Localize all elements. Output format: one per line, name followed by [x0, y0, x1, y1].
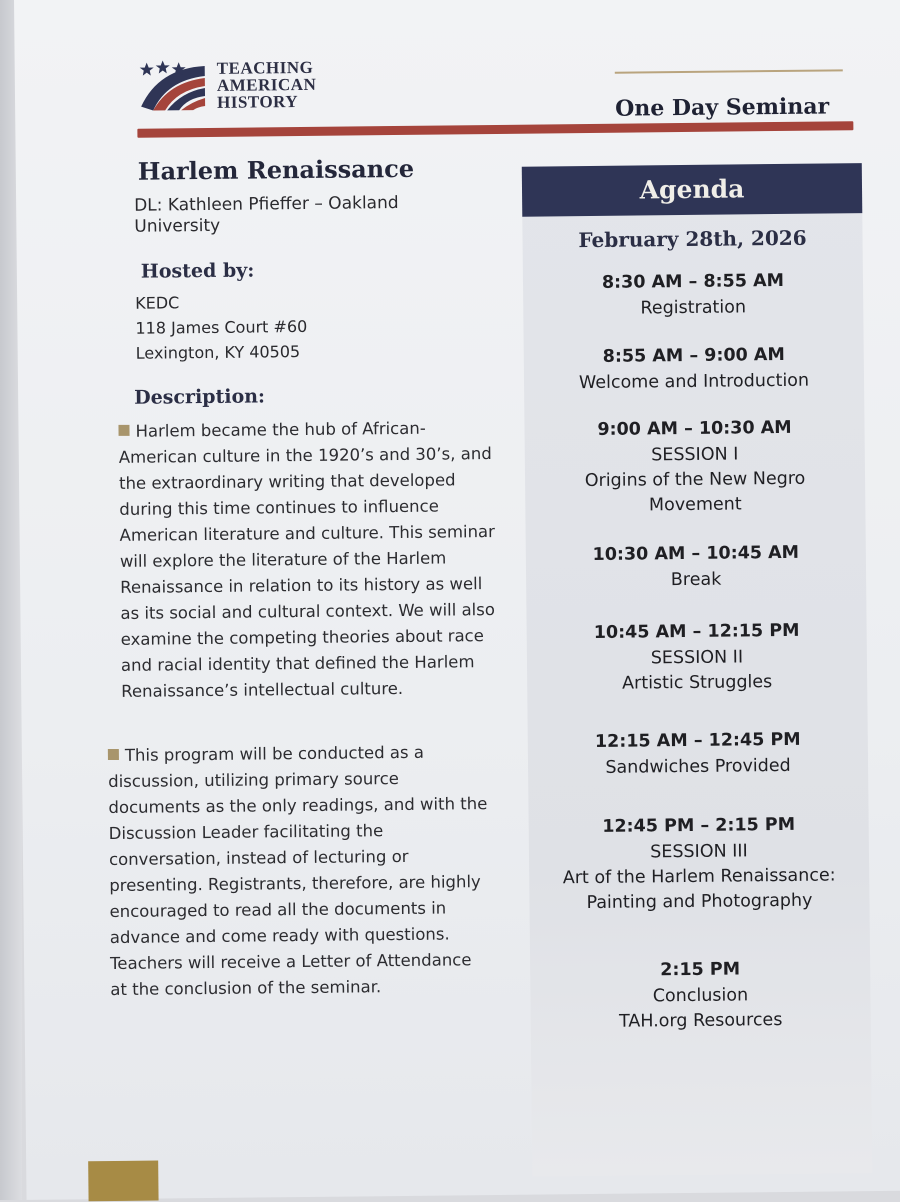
- agenda-item: [523, 267, 864, 323]
- agenda-item: [526, 539, 867, 595]
- agenda-item: [529, 811, 870, 917]
- host-name: KEDC: [135, 293, 180, 313]
- agenda-desc: Movement: [648, 494, 742, 516]
- agenda-item: [524, 341, 865, 397]
- square-bullet-icon: [118, 425, 129, 436]
- page-title: Harlem Renaissance: [137, 153, 415, 186]
- logo-line: TEACHING: [216, 57, 314, 78]
- agenda-time: 2:15 PM: [660, 959, 741, 981]
- host-address-line-1: 118 James Court #60: [135, 316, 308, 338]
- agenda-time: 10:45 AM – 12:15 PM: [593, 620, 800, 643]
- agenda-item: [528, 726, 869, 782]
- agenda-date: February 28th, 2026: [578, 225, 807, 253]
- agenda-desc: Artistic Struggles: [622, 672, 773, 694]
- agenda-item: [530, 955, 871, 1036]
- discussion-leader: DL: Kathleen Pfieffer – Oakland University: [134, 192, 399, 237]
- gold-corner-block: [88, 1161, 158, 1202]
- agenda-time: 8:30 AM – 8:55 AM: [601, 270, 785, 293]
- agenda-time: 8:55 AM – 9:00 AM: [602, 344, 785, 367]
- agenda-time: 10:30 AM – 10:45 AM: [592, 542, 800, 565]
- logo-text: [217, 58, 388, 111]
- agenda-item: [524, 414, 865, 520]
- description-paragraph: [118, 415, 501, 705]
- tah-logo: [139, 46, 380, 119]
- agenda-desc: SESSION I: [651, 444, 739, 466]
- header-divider: [137, 121, 853, 137]
- agenda-time: 12:15 AM – 12:45 PM: [594, 729, 801, 752]
- logo-line: AMERICAN: [216, 74, 317, 95]
- agenda-desc: Painting and Photography: [586, 890, 813, 914]
- agenda-desc: SESSION III: [650, 841, 748, 863]
- description-heading: Description:: [134, 385, 266, 409]
- flag-logo-icon: [139, 56, 210, 113]
- agenda-time: 9:00 AM – 10:30 AM: [597, 417, 792, 440]
- agenda-desc: Conclusion: [652, 985, 749, 1007]
- agenda-heading: Agenda: [522, 163, 863, 217]
- agenda-desc: TAH.org Resources: [618, 1010, 783, 1032]
- agenda-time: 12:45 PM – 2:15 PM: [602, 814, 796, 837]
- seminar-rule: [615, 69, 843, 73]
- square-bullet-icon: [108, 749, 119, 760]
- paragraph-text: This program will be conducted as a discussion, utilizing primary source documents as the only readings, and with the Discussion Leader facilitating the conversation, instead of lecturing or presenting. Registrants, therefore, are highly encouraged to read all the documents in advance and come ready with questions. Teachers will receive a Letter of Attendance at the conclusion of the seminar.: [108, 742, 488, 1000]
- seminar-title: One Day Seminar: [615, 93, 830, 122]
- agenda-desc: Sandwiches Provided: [605, 755, 791, 778]
- agenda-item: [527, 617, 868, 698]
- description-paragraph: [108, 739, 491, 1003]
- agenda-desc: Art of the Harlem Renaissance:: [562, 865, 836, 889]
- agenda-desc: Registration: [640, 297, 747, 319]
- logo-line: HISTORY: [216, 92, 299, 112]
- agenda-desc: Origins of the New Negro: [584, 468, 806, 492]
- document-page: [14, 0, 900, 1200]
- agenda-desc: Break: [670, 569, 722, 591]
- host-address: [135, 289, 308, 366]
- paragraph-text: Harlem became the hub of African-American culture in the 1920’s and 30’s, and the extraordinary writing that developed during this time continues to influence American literature and culture. This seminar will explore the literature of the Harlem Renaissance in relation to its history as well as its social and cultural context. We will also examine the competing theories about race and racial identity that defined the Harlem Renaissance’s intellectual culture.: [118, 418, 496, 701]
- hosted-heading: Hosted by:: [140, 259, 255, 283]
- host-address-line-2: Lexington, KY 40505: [135, 342, 301, 363]
- agenda-desc: SESSION II: [650, 647, 744, 669]
- agenda-desc: Welcome and Introduction: [578, 370, 810, 394]
